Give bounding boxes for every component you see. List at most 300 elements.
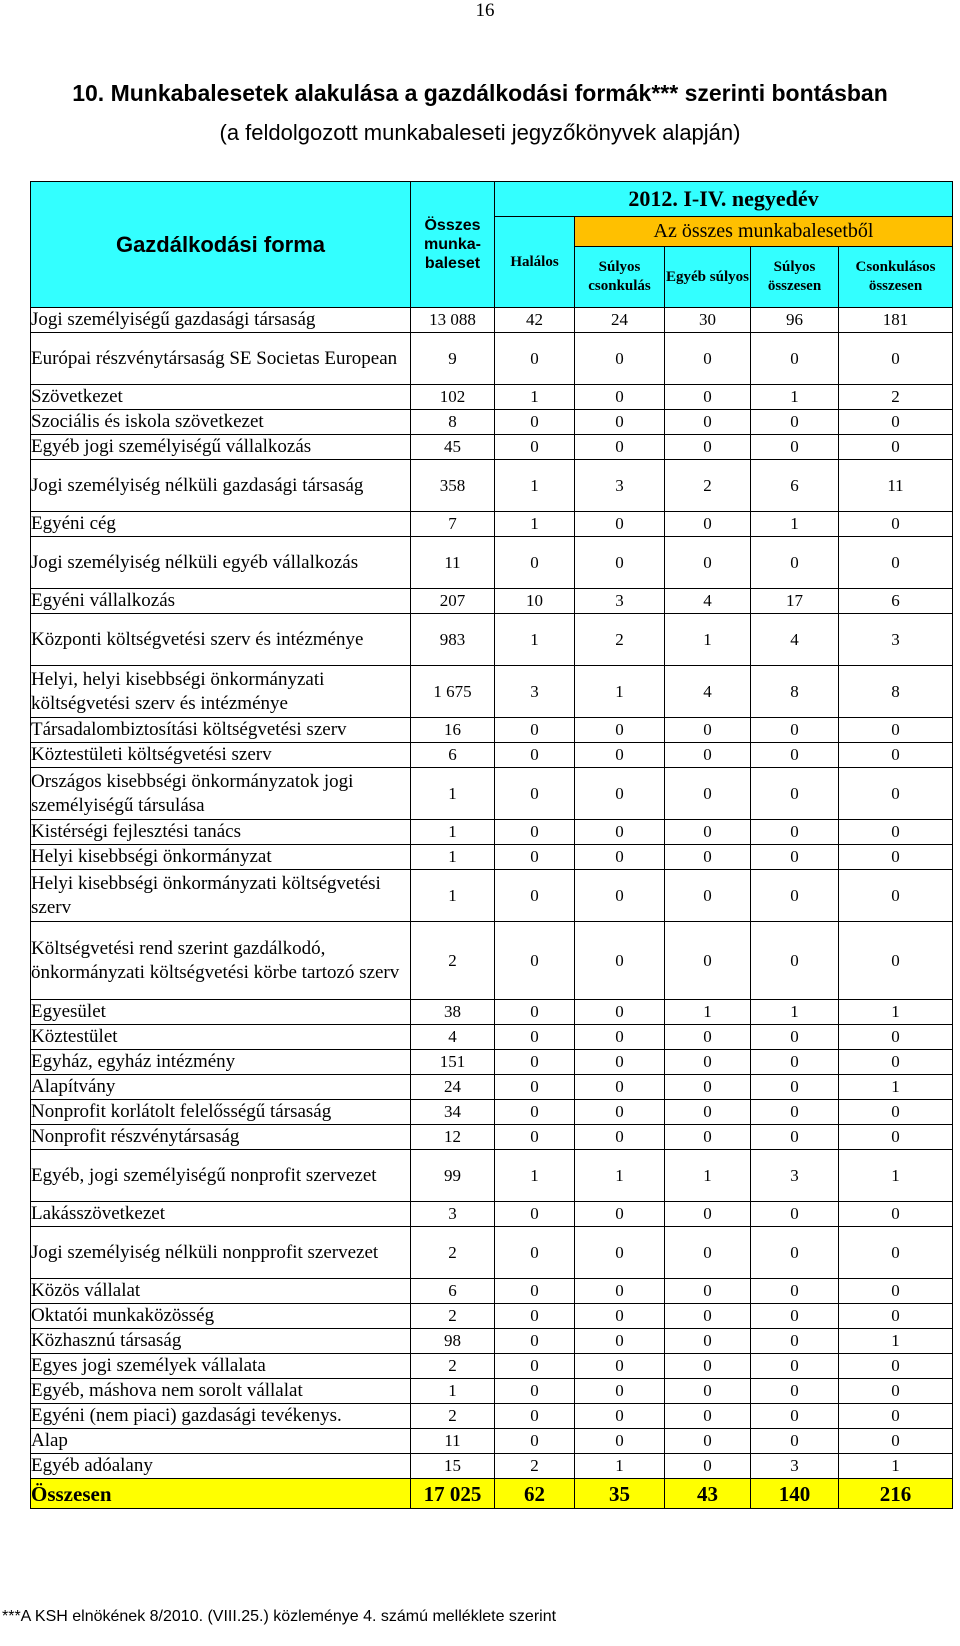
table-row <box>31 1050 953 1075</box>
row-value: 0 <box>665 1379 751 1404</box>
row-value: 0 <box>495 845 575 870</box>
row-value: 3 <box>839 614 953 666</box>
row-value: 0 <box>575 1075 665 1100</box>
row-value: 7 <box>411 512 495 537</box>
row-value: 0 <box>495 718 575 743</box>
header-severe-mutilation: Súlyos csonkulás <box>575 247 665 308</box>
row-value: 13 088 <box>411 308 495 333</box>
table-row <box>31 512 953 537</box>
table-row <box>31 743 953 768</box>
row-label: Alap <box>31 1429 411 1454</box>
table-row <box>31 845 953 870</box>
row-value: 0 <box>665 1050 751 1075</box>
row-value: 6 <box>411 1279 495 1304</box>
row-value: 0 <box>665 410 751 435</box>
row-value: 0 <box>839 1125 953 1150</box>
row-value: 8 <box>411 410 495 435</box>
row-value: 99 <box>411 1150 495 1202</box>
row-value: 0 <box>495 820 575 845</box>
row-value: 0 <box>839 1429 953 1454</box>
table-row <box>31 589 953 614</box>
row-value: 3 <box>411 1202 495 1227</box>
row-value: 0 <box>839 333 953 385</box>
row-value: 0 <box>575 1279 665 1304</box>
row-label: Egyéni vállalkozás <box>31 589 411 614</box>
row-value: 0 <box>751 922 839 1000</box>
row-value: 0 <box>575 385 665 410</box>
accidents-table <box>30 181 953 1509</box>
page-number: 16 <box>475 0 495 21</box>
row-value: 0 <box>839 1100 953 1125</box>
table-row <box>31 410 953 435</box>
header-from-all: Az összes munkabalesetből <box>575 217 953 247</box>
row-value: 1 <box>495 1150 575 1202</box>
row-value: 0 <box>495 435 575 460</box>
row-label: Központi költségvetési szerv és intézménye <box>31 614 411 666</box>
row-value: 0 <box>665 385 751 410</box>
table-row <box>31 718 953 743</box>
row-value: 9 <box>411 333 495 385</box>
row-value: 1 <box>839 1329 953 1354</box>
row-value: 15 <box>411 1454 495 1479</box>
row-value: 3 <box>495 666 575 718</box>
row-value: 42 <box>495 308 575 333</box>
row-value: 1 <box>411 845 495 870</box>
row-value: 0 <box>751 1050 839 1075</box>
row-value: 0 <box>495 1329 575 1354</box>
table-row <box>31 308 953 333</box>
row-value: 12 <box>411 1125 495 1150</box>
table-row <box>31 1279 953 1304</box>
row-label: Egyéb jogi személyiségű vállalkozás <box>31 435 411 460</box>
row-value: 0 <box>751 537 839 589</box>
table-row <box>31 1304 953 1329</box>
row-value: 0 <box>575 537 665 589</box>
row-value: 0 <box>575 743 665 768</box>
row-label: Egyház, egyház intézmény <box>31 1050 411 1075</box>
row-value: 0 <box>751 1202 839 1227</box>
table-row <box>31 1354 953 1379</box>
row-value: 96 <box>751 308 839 333</box>
row-value: 1 <box>839 1454 953 1479</box>
row-value: 34 <box>411 1100 495 1125</box>
row-value: 151 <box>411 1050 495 1075</box>
row-value: 0 <box>751 435 839 460</box>
row-label: Jogi személyiség nélküli egyéb vállalkozás <box>31 537 411 589</box>
row-value: 0 <box>665 435 751 460</box>
row-label: Összesen <box>31 1479 411 1509</box>
table-row <box>31 1025 953 1050</box>
row-value: 0 <box>751 1354 839 1379</box>
row-value: 0 <box>665 1454 751 1479</box>
row-value: 0 <box>495 1050 575 1075</box>
row-value: 0 <box>665 820 751 845</box>
row-label: Szövetkezet <box>31 385 411 410</box>
table-row <box>31 614 953 666</box>
row-value: 0 <box>575 435 665 460</box>
row-value: 11 <box>411 1429 495 1454</box>
row-value: 1 <box>839 1075 953 1100</box>
row-label: Közös vállalat <box>31 1279 411 1304</box>
table-row <box>31 1125 953 1150</box>
row-value: 6 <box>411 743 495 768</box>
row-value: 0 <box>495 1000 575 1025</box>
row-value: 0 <box>665 1354 751 1379</box>
row-value: 0 <box>495 1125 575 1150</box>
row-value: 16 <box>411 718 495 743</box>
row-label: Egyéb, jogi személyiségű nonprofit szervezet <box>31 1150 411 1202</box>
row-value: 0 <box>839 743 953 768</box>
row-value: 0 <box>751 1404 839 1429</box>
row-value: 0 <box>495 768 575 820</box>
row-value: 0 <box>495 870 575 922</box>
header-other-severe: Egyéb súlyos <box>665 247 751 308</box>
row-value: 1 <box>751 1000 839 1025</box>
row-value: 0 <box>839 718 953 743</box>
row-value: 0 <box>665 845 751 870</box>
row-value: 0 <box>839 1304 953 1329</box>
row-value: 0 <box>665 768 751 820</box>
row-value: 0 <box>665 1025 751 1050</box>
row-value: 1 <box>839 1150 953 1202</box>
row-value: 38 <box>411 1000 495 1025</box>
total-row <box>31 1479 953 1509</box>
header-form: Gazdálkodási forma <box>31 182 411 308</box>
row-value: 2 <box>495 1454 575 1479</box>
table-row <box>31 922 953 1000</box>
row-value: 0 <box>665 333 751 385</box>
row-label: Oktatói munkaközösség <box>31 1304 411 1329</box>
row-value: 1 <box>665 1000 751 1025</box>
row-value: 0 <box>665 512 751 537</box>
table-row <box>31 1150 953 1202</box>
row-value: 1 <box>495 385 575 410</box>
row-value: 0 <box>839 512 953 537</box>
row-value: 0 <box>575 768 665 820</box>
row-value: 0 <box>751 1227 839 1279</box>
row-value: 1 675 <box>411 666 495 718</box>
row-value: 0 <box>665 1227 751 1279</box>
row-value: 1 <box>751 385 839 410</box>
row-value: 43 <box>665 1479 751 1509</box>
row-value: 8 <box>751 666 839 718</box>
row-value: 0 <box>751 1379 839 1404</box>
row-value: 0 <box>839 820 953 845</box>
row-value: 3 <box>575 589 665 614</box>
table-title: 10. Munkabalesetek alakulása a gazdálkodási formák*** szerinti bontásban <box>72 80 888 106</box>
table-row <box>31 768 953 820</box>
row-value: 0 <box>839 410 953 435</box>
row-value: 0 <box>751 410 839 435</box>
row-value: 0 <box>495 333 575 385</box>
row-value: 11 <box>839 460 953 512</box>
row-value: 216 <box>839 1479 953 1509</box>
row-value: 0 <box>495 922 575 1000</box>
header-period: 2012. I-IV. negyedév <box>495 182 953 217</box>
row-value: 0 <box>751 333 839 385</box>
row-value: 0 <box>575 1404 665 1429</box>
row-value: 0 <box>575 845 665 870</box>
table-row <box>31 333 953 385</box>
table-row <box>31 666 953 718</box>
table-header <box>31 182 953 308</box>
row-value: 0 <box>495 1075 575 1100</box>
row-value: 0 <box>575 410 665 435</box>
row-value: 0 <box>665 1304 751 1329</box>
row-value: 0 <box>751 820 839 845</box>
table-row <box>31 1000 953 1025</box>
row-value: 1 <box>575 666 665 718</box>
row-value: 8 <box>839 666 953 718</box>
row-value: 0 <box>575 1125 665 1150</box>
row-label: Jogi személyiségű gazdasági társaság <box>31 308 411 333</box>
row-value: 1 <box>495 614 575 666</box>
row-value: 2 <box>411 1227 495 1279</box>
row-value: 0 <box>665 1279 751 1304</box>
table-row <box>31 1227 953 1279</box>
table-row <box>31 537 953 589</box>
row-value: 1 <box>495 512 575 537</box>
row-label: Nonprofit részvénytársaság <box>31 1125 411 1150</box>
row-value: 0 <box>495 1429 575 1454</box>
table-row <box>31 1379 953 1404</box>
row-value: 0 <box>665 922 751 1000</box>
row-value: 0 <box>575 1304 665 1329</box>
row-label: Egyéni (nem piaci) gazdasági tevékenys. <box>31 1404 411 1429</box>
row-value: 0 <box>665 1404 751 1429</box>
table-row <box>31 1404 953 1429</box>
row-value: 4 <box>665 666 751 718</box>
row-value: 0 <box>665 1075 751 1100</box>
row-value: 0 <box>839 845 953 870</box>
row-value: 207 <box>411 589 495 614</box>
row-value: 0 <box>751 743 839 768</box>
row-value: 0 <box>751 768 839 820</box>
row-value: 1 <box>411 768 495 820</box>
footnote: ***A KSH elnökének 8/2010. (VIII.25.) közleménye 4. számú melléklete szerint <box>2 1608 557 1625</box>
row-value: 4 <box>411 1025 495 1050</box>
table-row <box>31 870 953 922</box>
row-value: 1 <box>575 1150 665 1202</box>
row-value: 10 <box>495 589 575 614</box>
row-value: 0 <box>575 512 665 537</box>
row-value: 0 <box>751 1429 839 1454</box>
row-value: 0 <box>495 1404 575 1429</box>
row-label: Nonprofit korlátolt felelősségű társaság <box>31 1100 411 1125</box>
row-value: 1 <box>411 1379 495 1404</box>
row-value: 1 <box>411 870 495 922</box>
row-value: 181 <box>839 308 953 333</box>
row-label: Köztestületi költségvetési szerv <box>31 743 411 768</box>
row-value: 0 <box>495 1354 575 1379</box>
row-value: 0 <box>839 1279 953 1304</box>
row-value: 358 <box>411 460 495 512</box>
row-value: 2 <box>411 922 495 1000</box>
row-value: 0 <box>495 1227 575 1279</box>
row-value: 0 <box>839 1404 953 1429</box>
row-label: Lakásszövetkezet <box>31 1202 411 1227</box>
row-value: 1 <box>495 460 575 512</box>
row-value: 0 <box>575 1379 665 1404</box>
row-value: 0 <box>665 1202 751 1227</box>
row-label: Egyéb adóalany <box>31 1454 411 1479</box>
row-value: 0 <box>839 537 953 589</box>
row-value: 0 <box>495 1202 575 1227</box>
row-value: 3 <box>751 1150 839 1202</box>
row-value: 0 <box>575 820 665 845</box>
row-value: 17 <box>751 589 839 614</box>
table-row <box>31 1329 953 1354</box>
row-label: Kistérségi fejlesztési tanács <box>31 820 411 845</box>
row-value: 1 <box>751 512 839 537</box>
row-label: Egyéb, máshova nem sorolt vállalat <box>31 1379 411 1404</box>
row-value: 1 <box>665 614 751 666</box>
row-value: 0 <box>751 1125 839 1150</box>
row-value: 2 <box>411 1304 495 1329</box>
row-label: Társadalombiztosítási költségvetési szerv <box>31 718 411 743</box>
row-value: 2 <box>411 1354 495 1379</box>
row-value: 0 <box>839 870 953 922</box>
row-value: 0 <box>839 1202 953 1227</box>
row-value: 0 <box>751 1329 839 1354</box>
row-value: 0 <box>575 1227 665 1279</box>
row-value: 0 <box>665 1329 751 1354</box>
row-value: 3 <box>751 1454 839 1479</box>
row-value: 0 <box>751 718 839 743</box>
row-value: 11 <box>411 537 495 589</box>
row-value: 4 <box>751 614 839 666</box>
row-value: 0 <box>575 1329 665 1354</box>
row-value: 0 <box>495 1279 575 1304</box>
row-label: Alapítvány <box>31 1075 411 1100</box>
row-value: 0 <box>575 333 665 385</box>
row-value: 0 <box>495 1379 575 1404</box>
row-value: 0 <box>575 718 665 743</box>
row-label: Egyéni cég <box>31 512 411 537</box>
row-value: 0 <box>751 845 839 870</box>
row-value: 1 <box>839 1000 953 1025</box>
row-value: 1 <box>411 820 495 845</box>
row-value: 98 <box>411 1329 495 1354</box>
row-value: 0 <box>495 1025 575 1050</box>
row-value: 0 <box>495 743 575 768</box>
row-value: 24 <box>411 1075 495 1100</box>
row-value: 0 <box>751 1100 839 1125</box>
table-row <box>31 1429 953 1454</box>
row-value: 0 <box>575 1050 665 1075</box>
row-value: 1 <box>665 1150 751 1202</box>
row-value: 62 <box>495 1479 575 1509</box>
row-label: Jogi személyiség nélküli gazdasági társaság <box>31 460 411 512</box>
row-value: 2 <box>411 1404 495 1429</box>
row-value: 30 <box>665 308 751 333</box>
row-value: 0 <box>575 1429 665 1454</box>
row-value: 35 <box>575 1479 665 1509</box>
row-value: 0 <box>839 435 953 460</box>
row-value: 0 <box>751 1025 839 1050</box>
row-label: Jogi személyiség nélküli nonpprofit szervezet <box>31 1227 411 1279</box>
header-total: Összes munka-baleset <box>411 182 495 308</box>
table-row <box>31 820 953 845</box>
row-label: Egyesület <box>31 1000 411 1025</box>
row-value: 140 <box>751 1479 839 1509</box>
row-value: 0 <box>575 1000 665 1025</box>
row-label: Egyes jogi személyek vállalata <box>31 1354 411 1379</box>
row-value: 2 <box>575 614 665 666</box>
table-row <box>31 1454 953 1479</box>
table-body <box>31 308 953 1509</box>
row-value: 0 <box>839 1025 953 1050</box>
row-value: 0 <box>665 870 751 922</box>
row-value: 0 <box>495 410 575 435</box>
row-value: 0 <box>575 870 665 922</box>
table-subtitle: (a feldolgozott munkabaleseti jegyzőkönyvek alapján) <box>219 120 741 145</box>
row-label: Helyi kisebbségi önkormányzati költségvetési szerv <box>31 870 411 922</box>
row-value: 0 <box>665 718 751 743</box>
row-value: 6 <box>839 589 953 614</box>
row-label: Szociális és iskola szövetkezet <box>31 410 411 435</box>
row-value: 0 <box>665 537 751 589</box>
header-fatal: Halálos <box>495 217 575 308</box>
table-row <box>31 1100 953 1125</box>
row-value: 0 <box>751 1279 839 1304</box>
row-label: Európai részvénytársaság SE Societas European <box>31 333 411 385</box>
row-value: 2 <box>665 460 751 512</box>
row-value: 17 025 <box>411 1479 495 1509</box>
row-label: Köztestület <box>31 1025 411 1050</box>
row-value: 4 <box>665 589 751 614</box>
row-value: 0 <box>665 1125 751 1150</box>
row-value: 0 <box>751 1075 839 1100</box>
row-value: 0 <box>839 1354 953 1379</box>
row-value: 0 <box>839 1379 953 1404</box>
table-row <box>31 385 953 410</box>
row-value: 1 <box>575 1454 665 1479</box>
row-value: 0 <box>839 1227 953 1279</box>
row-value: 0 <box>839 922 953 1000</box>
row-value: 0 <box>665 1429 751 1454</box>
row-value: 0 <box>495 1304 575 1329</box>
row-value: 983 <box>411 614 495 666</box>
row-value: 0 <box>665 1100 751 1125</box>
row-value: 0 <box>575 1100 665 1125</box>
row-value: 0 <box>575 1202 665 1227</box>
row-value: 0 <box>495 537 575 589</box>
table-row <box>31 1075 953 1100</box>
row-label: Helyi kisebbségi önkormányzat <box>31 845 411 870</box>
header-severe-total: Súlyos összesen <box>751 247 839 308</box>
row-value: 102 <box>411 385 495 410</box>
table-row <box>31 435 953 460</box>
row-value: 45 <box>411 435 495 460</box>
table-row <box>31 1202 953 1227</box>
row-value: 24 <box>575 308 665 333</box>
row-label: Országos kisebbségi önkormányzatok jogi személyiségű társulása <box>31 768 411 820</box>
row-value: 0 <box>665 743 751 768</box>
row-value: 6 <box>751 460 839 512</box>
row-value: 0 <box>575 1025 665 1050</box>
row-value: 3 <box>575 460 665 512</box>
row-label: Költségvetési rend szerint gazdálkodó, önkormányzati költségvetési körbe tartozó szerv <box>31 922 411 1000</box>
header-mutilation-total: Csonkulásos összesen <box>839 247 953 308</box>
table-row <box>31 460 953 512</box>
row-value: 2 <box>839 385 953 410</box>
row-value: 0 <box>575 1354 665 1379</box>
row-value: 0 <box>495 1100 575 1125</box>
row-label: Közhasznú társaság <box>31 1329 411 1354</box>
row-value: 0 <box>839 1050 953 1075</box>
row-value: 0 <box>575 922 665 1000</box>
